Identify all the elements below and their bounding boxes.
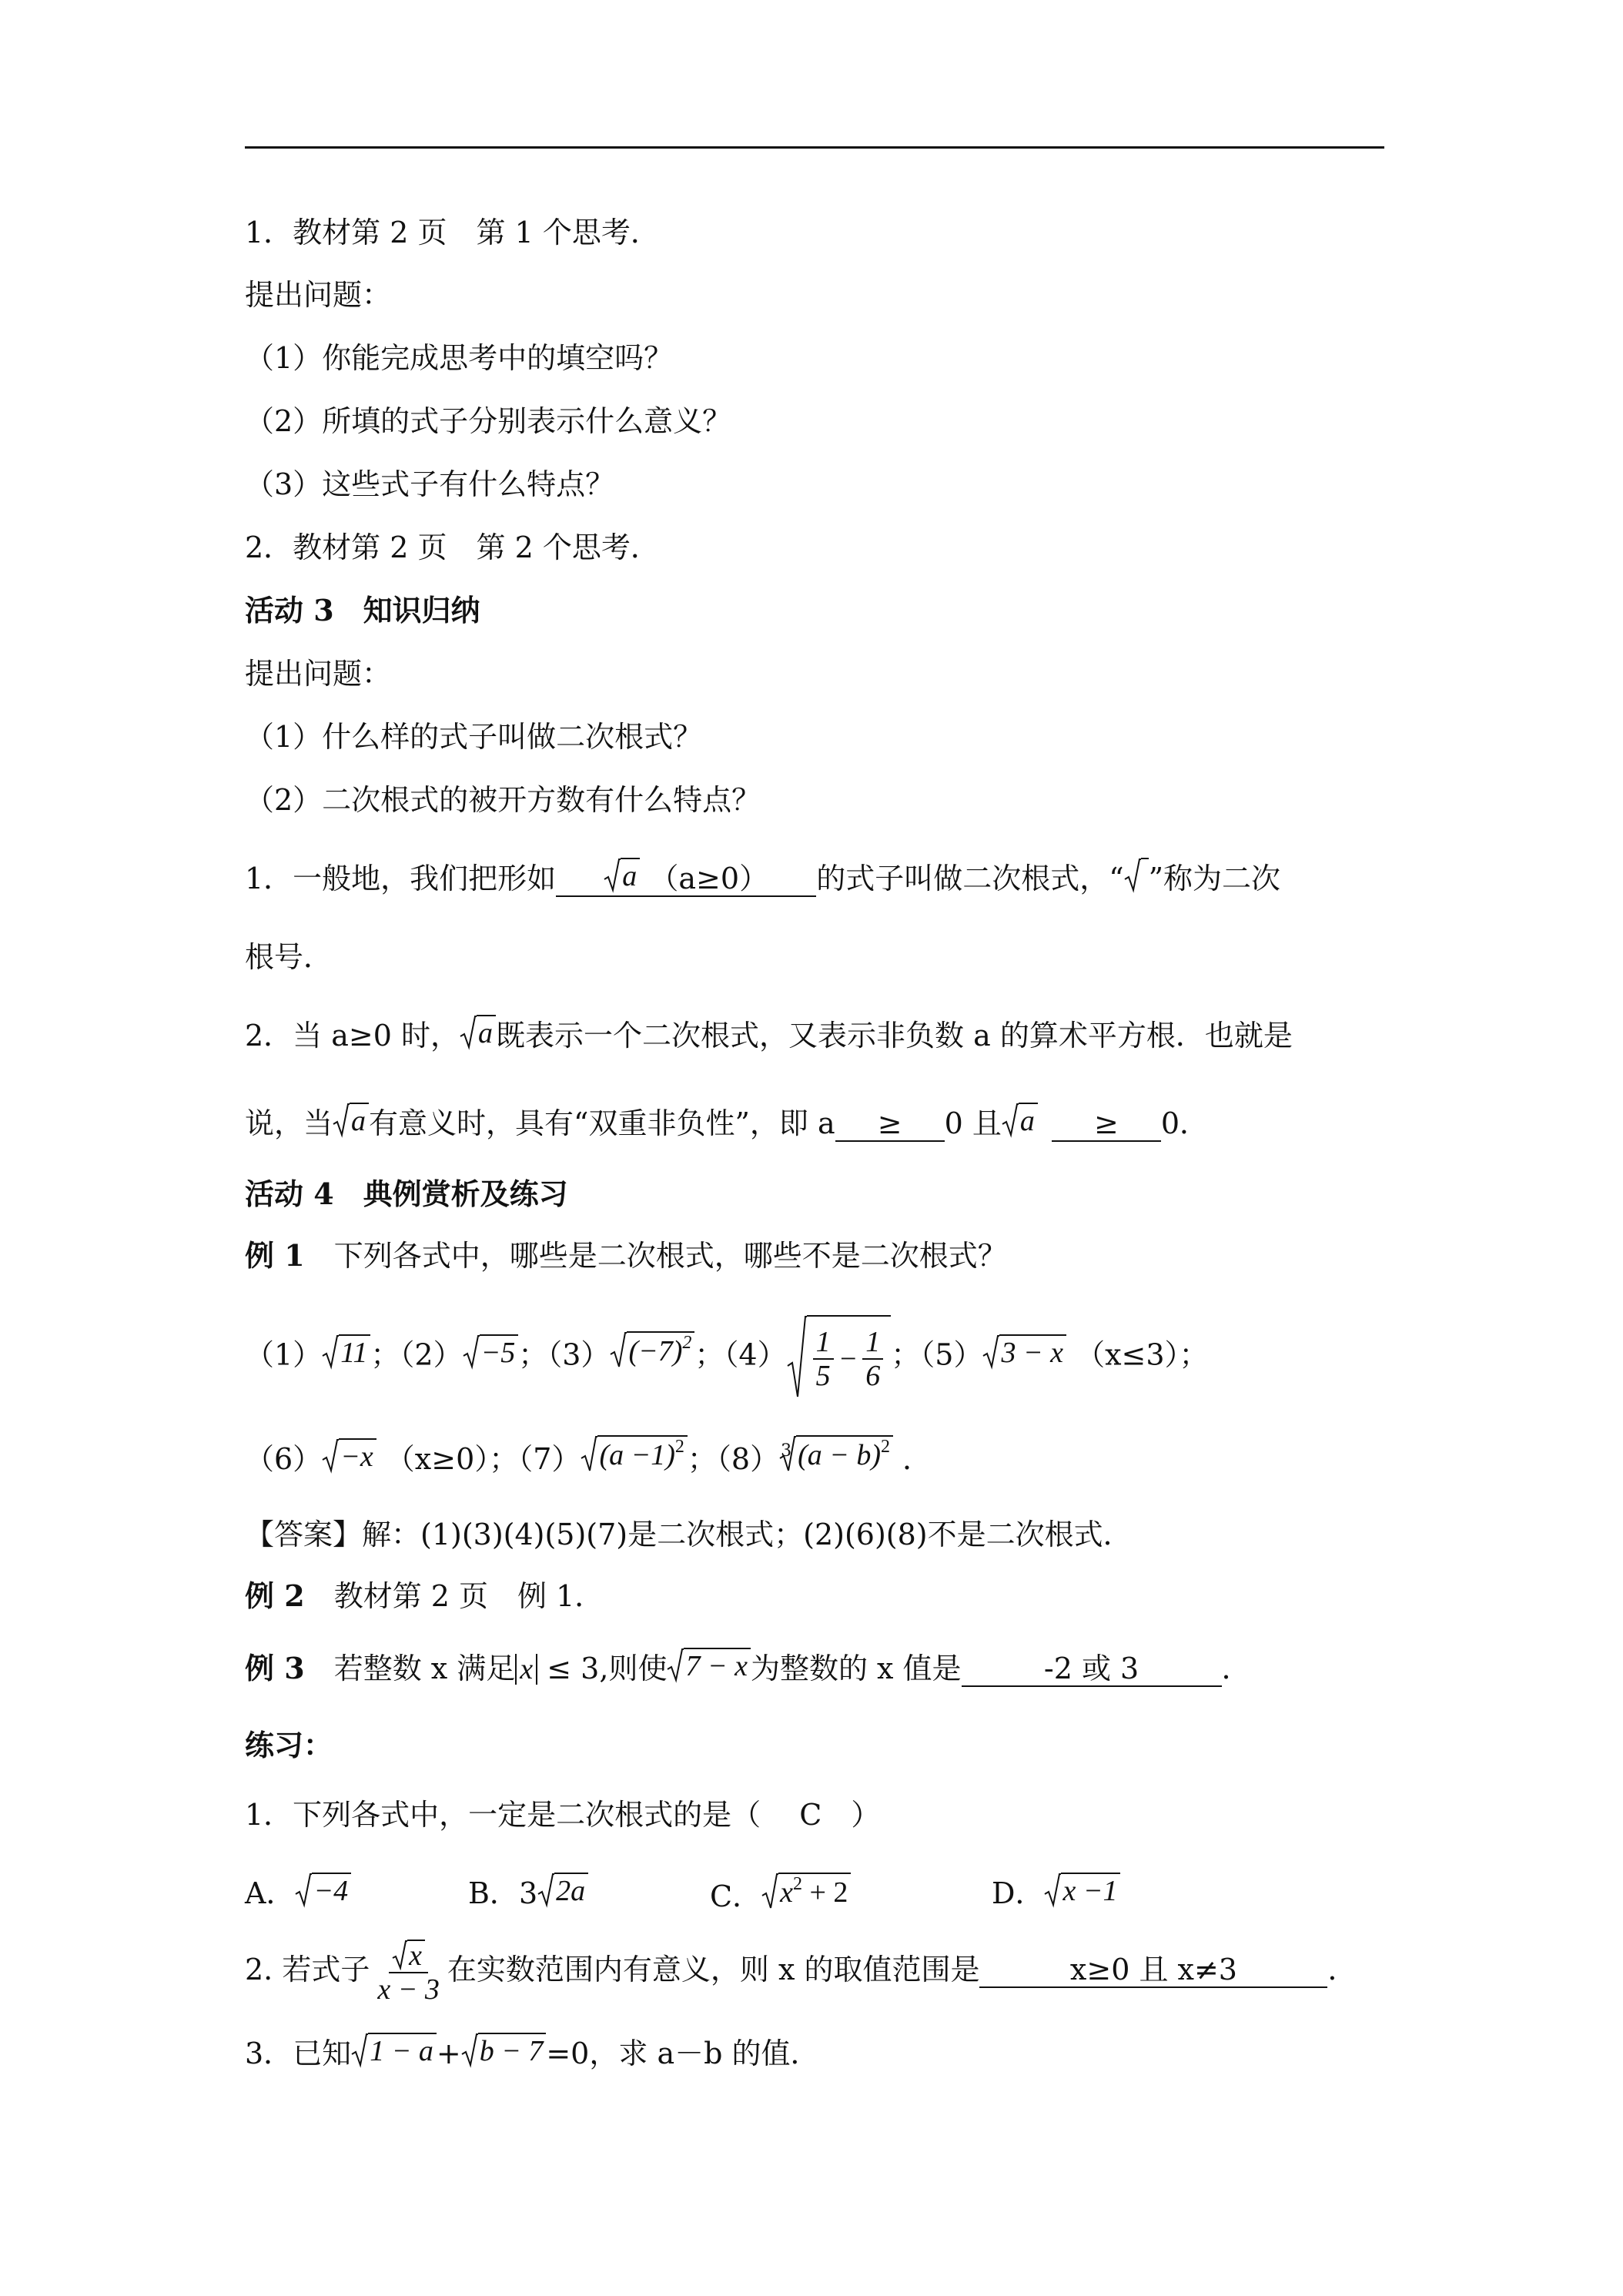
answer-text: 【答案】解：(1)(3)(4)(5)(7)是二次根式；(2)(6)(8)不是二次根式． (245, 1518, 1133, 1551)
step-2: 2．教材第 2 页 第 2 个思考． (245, 530, 660, 564)
option-a: A． −4 (245, 1873, 351, 1913)
question-4: （1）什么样的式子叫做二次根式？ (245, 720, 703, 754)
question-intro: 提出问题： (245, 278, 392, 312)
practice-2-answer-blank: x≥0 且 x≠3 (979, 1953, 1327, 1988)
definition-1-cont: 根号． (245, 940, 333, 974)
practice-1: 1．下列各式中，一定是二次根式的是（ C ） (245, 1798, 881, 1832)
definition-2-cont: 说，当 a 有意义时，具有“双重非负性”，即 a ≥ 0 且 a ≥ 0． (245, 1103, 1392, 1143)
example-1: 例 1 下列各式中，哪些是二次根式，哪些不是二次根式？ (245, 1238, 1007, 1273)
practice-2: 2. 若式子 $\frac{x}{x - 3}$ 在实数范围内有意义，则 x 的取值范围是 x≥0 且 x≠3 ． (245, 1939, 1357, 2006)
example-3: 例 3 若整数 x 满足 x ≤ 3,则使 7 − x 为整数的 x 值是 -2 或 3 ． (245, 1648, 1392, 1688)
question-2: （2）所填的式子分别表示什么意义？ (245, 404, 732, 438)
example-3-answer-blank: -2 或 3 (962, 1652, 1222, 1687)
question-3: （3）这些式子有什么特点？ (245, 467, 615, 501)
practice-heading: 练习： (245, 1728, 333, 1762)
option-d: D． x −1 (992, 1873, 1120, 1913)
step-1: 1．教材第 2 页 第 1 个思考． (245, 216, 660, 249)
option-b: B．3 2a (468, 1873, 588, 1913)
question-1: （1）你能完成思考中的填空吗？ (245, 341, 674, 375)
activity-4-heading: 活动 4 典例赏析及练习 (245, 1176, 568, 1211)
radical-sign-symbol (1124, 858, 1149, 893)
example-1-items-b: （6） −x （x≥0）；（7） $(a -1)^2$ ；（8） 3 $(a - b)^2$ ． (245, 1437, 932, 1476)
definition-1: 1．一般地，我们把形如 a （a≥0） 的式子叫做二次根式，“ ”称为二次 (245, 858, 1392, 898)
example-2: 例 2 教材第 2 页 例 1． (245, 1578, 604, 1613)
definition-blank: a （a≥0） (556, 858, 816, 897)
definition-2: 2．当 a≥0 时， a 既表示一个二次根式，又表示非负数 a 的算术平方根．也就是 (245, 1015, 1392, 1055)
answer-blank-2: ≥ (1052, 1106, 1161, 1142)
activity-3-heading: 活动 3 知识归纳 (245, 593, 480, 628)
question-5: （2）二次根式的被开方数有什么特点？ (245, 783, 761, 817)
option-c: C． $x^2 + 2$ (710, 1873, 851, 1916)
answer-blank-1: ≥ (835, 1106, 945, 1142)
question-intro-2: 提出问题： (245, 657, 392, 691)
header-rule (245, 146, 1384, 149)
practice-3: 3．已知 1 − a + b − 7 =0，求 a－b 的值． (245, 2033, 1392, 2073)
example-1-items-a: （1） 11 ；（2） −5 ；（3） $(-7)^2$ ；（4） $\frac{1}{5}$ − $\frac{1}{6}$ ；（5） 3 − x （x≤3）； (245, 1315, 1392, 1400)
